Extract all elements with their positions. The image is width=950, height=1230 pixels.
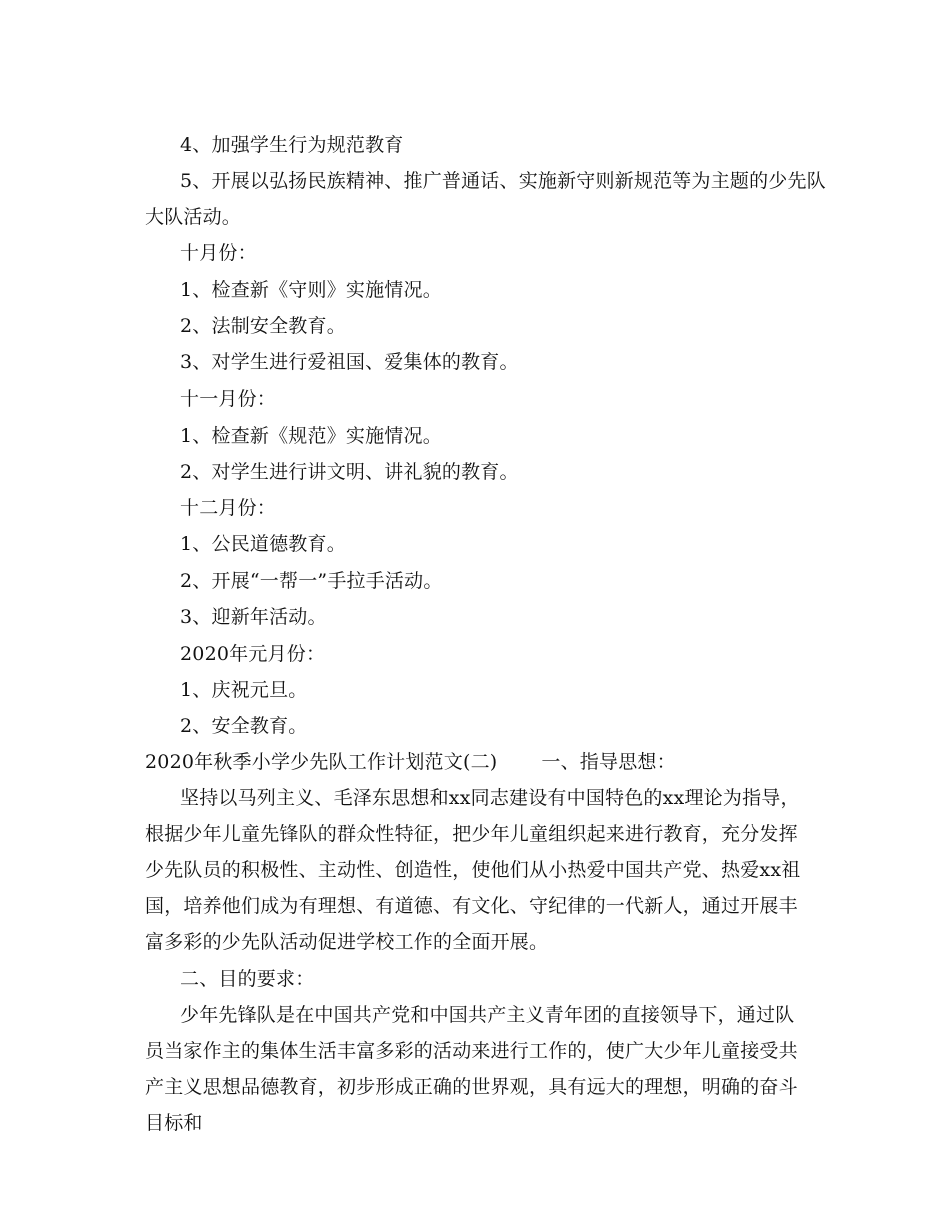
november-item-1: 1、检查新《规范》实施情况。: [180, 425, 442, 447]
month-december: 十二月份：: [180, 497, 277, 519]
october-item-3: 3、对学生进行爱祖国、爱集体的教育。: [180, 351, 519, 373]
december-item-3: 3、迎新年活动。: [180, 606, 327, 628]
month-november: 十一月份：: [180, 388, 277, 410]
item-behavior-education: 4、加强学生行为规范教育: [180, 134, 404, 156]
paragraph-objectives: 少年先锋队是在中国共产党和中国共产主义青年团的直接领导下，通过队员当家作主的集体生活丰富多彩的活动来进行工作的，使广大少年儿童接受共产主义思想品德教育，初步形成正确的世界观，具有远大的理想，明确的奋斗目标和: [145, 1004, 798, 1134]
document-title: 2020年秋季小学少先队工作计划范文(二): [145, 751, 498, 773]
item-theme-activity: 5、开展以弘扬民族精神、推广普通话、实施新守则新规范等为主题的少先队: [180, 170, 826, 192]
december-item-2: 2、开展“一帮一”手拉手活动。: [180, 570, 443, 592]
item-theme-activity-cont: 大队活动。: [145, 206, 242, 228]
paragraph-guiding-thought: 坚持以马列主义、毛泽东思想和xx同志建设有中国特色的xx理论为指导，根据少年儿童先锋队的群众性特征，把少年儿童组织起来进行教育，充分发挥少先队员的积极性、主动性、创造性，使他们从小热爱中国共产党、热爱xx祖国，培养他们成为有理想、有道德、有文化、守纪律的一代新人，通过开展丰富多彩的少先队活动促进学校工作的全面开展。: [145, 787, 801, 953]
november-item-2: 2、对学生进行讲文明、讲礼貌的教育。: [180, 461, 519, 483]
october-item-1: 1、检查新《守则》实施情况。: [180, 279, 442, 301]
january-item-2: 2、安全教育。: [180, 715, 308, 737]
october-item-2: 2、法制安全教育。: [180, 315, 346, 337]
document-title-line: [145, 750, 805, 774]
january-item-1: 1、庆祝元旦。: [180, 679, 308, 701]
section-guiding-thought: 一、指导思想：: [541, 751, 676, 773]
month-october: 十月份：: [180, 242, 257, 264]
section-objectives: 二、目的要求：: [180, 968, 315, 990]
month-january: 2020年元月份：: [180, 643, 326, 665]
december-item-1: 1、公民道德教育。: [180, 533, 346, 555]
